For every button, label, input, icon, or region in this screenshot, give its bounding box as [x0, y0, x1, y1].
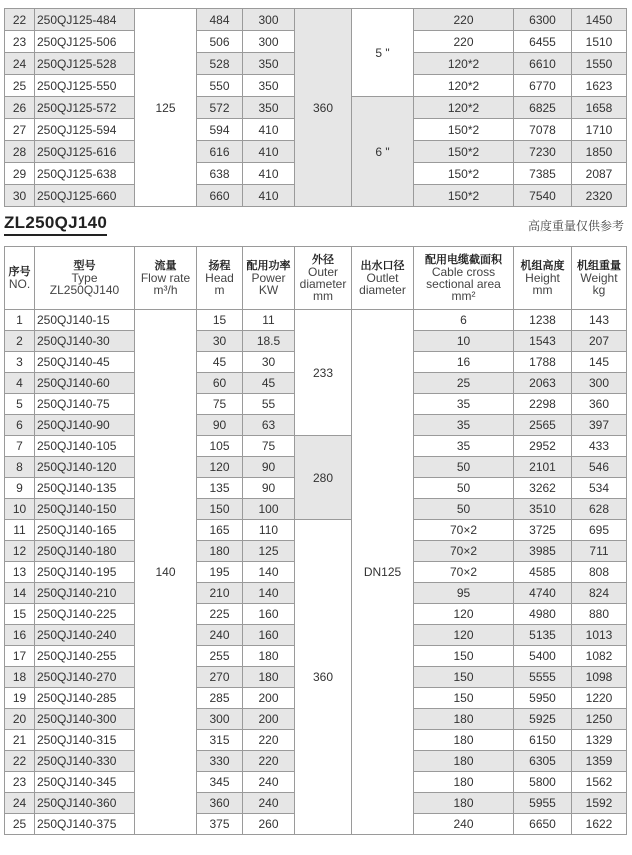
cell-diameter: 233 [295, 310, 352, 436]
cell-head: 550 [197, 75, 243, 97]
cell-cable: 70×2 [414, 541, 514, 562]
cell-outlet: 5 " [352, 9, 414, 97]
cell-power: 350 [243, 97, 295, 119]
cell-cable: 150*2 [414, 185, 514, 207]
cell-cable: 120*2 [414, 53, 514, 75]
cell-cable: 180 [414, 730, 514, 751]
cell-weight: 145 [572, 352, 627, 373]
spec-table-250qj125 [4, 8, 627, 207]
cell-outlet: DN125 [352, 310, 414, 835]
cell-type: 250QJ125-616 [35, 141, 135, 163]
cell-no: 4 [5, 373, 35, 394]
cell-head: 135 [197, 478, 243, 499]
cell-height: 2298 [514, 394, 572, 415]
cell-head: 484 [197, 9, 243, 31]
cell-cable: 120 [414, 625, 514, 646]
cell-height: 5955 [514, 793, 572, 814]
cell-weight: 1658 [572, 97, 627, 119]
cell-weight: 1622 [572, 814, 627, 835]
cell-no: 9 [5, 478, 35, 499]
cell-head: 360 [197, 793, 243, 814]
cell-type: 250QJ140-105 [35, 436, 135, 457]
cell-head: 75 [197, 394, 243, 415]
header-type: 型号 Type ZL250QJ140 [35, 247, 135, 310]
cell-head: 105 [197, 436, 243, 457]
cell-cable: 180 [414, 751, 514, 772]
cell-head: 330 [197, 751, 243, 772]
cell-no: 11 [5, 520, 35, 541]
cell-head: 572 [197, 97, 243, 119]
header-weight: 机组重量 Weight kg [572, 247, 627, 310]
cell-cable: 150 [414, 646, 514, 667]
cell-weight: 695 [572, 520, 627, 541]
cell-no: 22 [5, 9, 35, 31]
cell-type: 250QJ140-240 [35, 625, 135, 646]
cell-weight: 300 [572, 373, 627, 394]
cell-no: 21 [5, 730, 35, 751]
cell-height: 6150 [514, 730, 572, 751]
cell-cable: 150*2 [414, 119, 514, 141]
cell-weight: 546 [572, 457, 627, 478]
cell-no: 23 [5, 31, 35, 53]
cell-power: 75 [243, 436, 295, 457]
cell-cable: 70×2 [414, 562, 514, 583]
cell-head: 315 [197, 730, 243, 751]
cell-type: 250QJ125-638 [35, 163, 135, 185]
cell-cable: 50 [414, 478, 514, 499]
cell-power: 350 [243, 75, 295, 97]
cell-head: 225 [197, 604, 243, 625]
cell-cable: 50 [414, 457, 514, 478]
header-flow: 流量 Flow rate m³/h [135, 247, 197, 310]
cell-power: 220 [243, 730, 295, 751]
cell-height: 5400 [514, 646, 572, 667]
cell-type: 250QJ140-300 [35, 709, 135, 730]
cell-power: 200 [243, 709, 295, 730]
cell-cable: 10 [414, 331, 514, 352]
header-no: 序号 NO. [5, 247, 35, 310]
cell-power: 160 [243, 604, 295, 625]
cell-type: 250QJ140-75 [35, 394, 135, 415]
cell-power: 410 [243, 185, 295, 207]
header-head: 扬程 Head m [197, 247, 243, 310]
cell-cable: 150*2 [414, 141, 514, 163]
cell-no: 14 [5, 583, 35, 604]
cell-weight: 1359 [572, 751, 627, 772]
cell-height: 2101 [514, 457, 572, 478]
cell-type: 250QJ140-330 [35, 751, 135, 772]
cell-height: 5135 [514, 625, 572, 646]
cell-no: 7 [5, 436, 35, 457]
cell-weight: 1850 [572, 141, 627, 163]
cell-no: 19 [5, 688, 35, 709]
header-outlet-diameter: 出水口径 Outlet diameter [352, 247, 414, 310]
cell-no: 6 [5, 415, 35, 436]
cell-height: 5800 [514, 772, 572, 793]
cell-type: 250QJ140-285 [35, 688, 135, 709]
cell-cable: 35 [414, 436, 514, 457]
cell-head: 90 [197, 415, 243, 436]
cell-weight: 2087 [572, 163, 627, 185]
cell-height: 6610 [514, 53, 572, 75]
cell-power: 180 [243, 667, 295, 688]
cell-type: 250QJ125-528 [35, 53, 135, 75]
cell-weight: 360 [572, 394, 627, 415]
cell-weight: 711 [572, 541, 627, 562]
cell-no: 3 [5, 352, 35, 373]
header-outer-diameter: 外径 Outer diameter mm [295, 247, 352, 310]
cell-head: 120 [197, 457, 243, 478]
cell-weight: 1562 [572, 772, 627, 793]
cell-head: 165 [197, 520, 243, 541]
cell-cable: 180 [414, 793, 514, 814]
cell-power: 110 [243, 520, 295, 541]
cell-power: 18.5 [243, 331, 295, 352]
cell-no: 17 [5, 646, 35, 667]
cell-power: 63 [243, 415, 295, 436]
section-title: ZL250QJ140 [4, 213, 107, 236]
cell-cable: 35 [414, 415, 514, 436]
cell-no: 20 [5, 709, 35, 730]
cell-head: 285 [197, 688, 243, 709]
cell-weight: 1510 [572, 31, 627, 53]
cell-weight: 143 [572, 310, 627, 331]
cell-cable: 120*2 [414, 97, 514, 119]
cell-type: 250QJ140-180 [35, 541, 135, 562]
cell-no: 5 [5, 394, 35, 415]
cell-head: 45 [197, 352, 243, 373]
cell-type: 250QJ140-270 [35, 667, 135, 688]
cell-height: 1238 [514, 310, 572, 331]
cell-head: 638 [197, 163, 243, 185]
table-row [5, 520, 627, 541]
cell-height: 2952 [514, 436, 572, 457]
cell-weight: 824 [572, 583, 627, 604]
cell-head: 594 [197, 119, 243, 141]
cell-type: 250QJ140-165 [35, 520, 135, 541]
cell-type: 250QJ125-660 [35, 185, 135, 207]
cell-head: 528 [197, 53, 243, 75]
cell-no: 28 [5, 141, 35, 163]
cell-type: 250QJ125-594 [35, 119, 135, 141]
cell-power: 240 [243, 772, 295, 793]
cell-no: 27 [5, 119, 35, 141]
cell-height: 4740 [514, 583, 572, 604]
cell-height: 6650 [514, 814, 572, 835]
cell-height: 6825 [514, 97, 572, 119]
cell-diameter: 360 [295, 9, 352, 207]
cell-cable: 95 [414, 583, 514, 604]
table-header-row [5, 247, 627, 310]
cell-type: 250QJ140-225 [35, 604, 135, 625]
cell-no: 30 [5, 185, 35, 207]
cell-type: 250QJ140-345 [35, 772, 135, 793]
cell-cable: 70×2 [414, 520, 514, 541]
cell-weight: 1013 [572, 625, 627, 646]
cell-cable: 35 [414, 394, 514, 415]
cell-height: 2565 [514, 415, 572, 436]
cell-type: 250QJ140-195 [35, 562, 135, 583]
cell-head: 375 [197, 814, 243, 835]
cell-height: 6300 [514, 9, 572, 31]
cell-no: 23 [5, 772, 35, 793]
cell-power: 100 [243, 499, 295, 520]
cell-power: 160 [243, 625, 295, 646]
cell-type: 250QJ140-375 [35, 814, 135, 835]
cell-no: 26 [5, 97, 35, 119]
cell-head: 30 [197, 331, 243, 352]
cell-head: 616 [197, 141, 243, 163]
cell-no: 2 [5, 331, 35, 352]
cell-no: 1 [5, 310, 35, 331]
cell-no: 24 [5, 793, 35, 814]
cell-cable: 16 [414, 352, 514, 373]
cell-height: 7385 [514, 163, 572, 185]
cell-type: 250QJ140-45 [35, 352, 135, 373]
cell-cable: 180 [414, 709, 514, 730]
cell-cable: 150 [414, 667, 514, 688]
cell-weight: 1098 [572, 667, 627, 688]
cell-no: 15 [5, 604, 35, 625]
cell-cable: 120*2 [414, 75, 514, 97]
cell-weight: 2320 [572, 185, 627, 207]
cell-no: 12 [5, 541, 35, 562]
cell-weight: 207 [572, 331, 627, 352]
cell-power: 140 [243, 562, 295, 583]
cell-no: 29 [5, 163, 35, 185]
cell-power: 125 [243, 541, 295, 562]
cell-head: 506 [197, 31, 243, 53]
header-height: 机组高度 Height mm [514, 247, 572, 310]
cell-power: 30 [243, 352, 295, 373]
cell-power: 350 [243, 53, 295, 75]
cell-no: 13 [5, 562, 35, 583]
cell-power: 180 [243, 646, 295, 667]
cell-weight: 628 [572, 499, 627, 520]
table-row [5, 436, 627, 457]
cell-flow: 125 [135, 9, 197, 207]
cell-type: 250QJ140-90 [35, 415, 135, 436]
cell-cable: 50 [414, 499, 514, 520]
cell-type: 250QJ125-550 [35, 75, 135, 97]
cell-weight: 1082 [572, 646, 627, 667]
cell-power: 55 [243, 394, 295, 415]
cell-type: 250QJ140-15 [35, 310, 135, 331]
spec-table-zl250qj140 [4, 246, 627, 835]
cell-weight: 397 [572, 415, 627, 436]
table-row [5, 9, 627, 31]
cell-height: 3725 [514, 520, 572, 541]
cell-height: 4585 [514, 562, 572, 583]
cell-power: 90 [243, 478, 295, 499]
cell-power: 300 [243, 9, 295, 31]
cell-power: 45 [243, 373, 295, 394]
cell-no: 18 [5, 667, 35, 688]
cell-type: 250QJ140-210 [35, 583, 135, 604]
cell-weight: 808 [572, 562, 627, 583]
cell-weight: 880 [572, 604, 627, 625]
cell-type: 250QJ140-120 [35, 457, 135, 478]
cell-weight: 1550 [572, 53, 627, 75]
cell-head: 195 [197, 562, 243, 583]
cell-type: 250QJ140-30 [35, 331, 135, 352]
cell-type: 250QJ140-135 [35, 478, 135, 499]
cell-height: 3262 [514, 478, 572, 499]
cell-power: 410 [243, 141, 295, 163]
cell-head: 345 [197, 772, 243, 793]
cell-power: 140 [243, 583, 295, 604]
cell-power: 410 [243, 163, 295, 185]
cell-type: 250QJ140-255 [35, 646, 135, 667]
reference-note: 高度重量仅供参考 [527, 219, 624, 233]
cell-power: 90 [243, 457, 295, 478]
cell-type: 250QJ125-484 [35, 9, 135, 31]
cell-power: 200 [243, 688, 295, 709]
cell-height: 5950 [514, 688, 572, 709]
cell-type: 250QJ125-572 [35, 97, 135, 119]
cell-height: 7540 [514, 185, 572, 207]
cell-cable: 240 [414, 814, 514, 835]
cell-head: 255 [197, 646, 243, 667]
cell-type: 250QJ125-506 [35, 31, 135, 53]
cell-weight: 1450 [572, 9, 627, 31]
cell-weight: 1710 [572, 119, 627, 141]
cell-no: 24 [5, 53, 35, 75]
cell-no: 16 [5, 625, 35, 646]
cell-cable: 180 [414, 772, 514, 793]
cell-cable: 150 [414, 688, 514, 709]
cell-head: 300 [197, 709, 243, 730]
cell-no: 22 [5, 751, 35, 772]
cell-height: 2063 [514, 373, 572, 394]
cell-cable: 220 [414, 31, 514, 53]
cell-height: 7078 [514, 119, 572, 141]
cell-head: 210 [197, 583, 243, 604]
cell-head: 150 [197, 499, 243, 520]
cell-cable: 220 [414, 9, 514, 31]
cell-head: 15 [197, 310, 243, 331]
cell-height: 7230 [514, 141, 572, 163]
cell-diameter: 280 [295, 436, 352, 520]
cell-head: 180 [197, 541, 243, 562]
cell-head: 240 [197, 625, 243, 646]
cell-outlet: 6 " [352, 97, 414, 207]
cell-cable: 150*2 [414, 163, 514, 185]
cell-power: 300 [243, 31, 295, 53]
cell-weight: 1250 [572, 709, 627, 730]
cell-cable: 6 [414, 310, 514, 331]
cell-no: 25 [5, 814, 35, 835]
cell-height: 3985 [514, 541, 572, 562]
cell-no: 10 [5, 499, 35, 520]
cell-height: 5555 [514, 667, 572, 688]
cell-cable: 25 [414, 373, 514, 394]
cell-cable: 120 [414, 604, 514, 625]
cell-type: 250QJ140-315 [35, 730, 135, 751]
cell-no: 25 [5, 75, 35, 97]
cell-head: 660 [197, 185, 243, 207]
cell-weight: 534 [572, 478, 627, 499]
cell-height: 1788 [514, 352, 572, 373]
cell-power: 410 [243, 119, 295, 141]
cell-height: 1543 [514, 331, 572, 352]
cell-type: 250QJ140-150 [35, 499, 135, 520]
cell-weight: 1623 [572, 75, 627, 97]
cell-head: 270 [197, 667, 243, 688]
cell-height: 3510 [514, 499, 572, 520]
cell-diameter: 360 [295, 520, 352, 835]
cell-height: 6305 [514, 751, 572, 772]
cell-power: 11 [243, 310, 295, 331]
cell-head: 60 [197, 373, 243, 394]
cell-height: 5925 [514, 709, 572, 730]
cell-weight: 433 [572, 436, 627, 457]
cell-no: 8 [5, 457, 35, 478]
cell-weight: 1329 [572, 730, 627, 751]
cell-weight: 1592 [572, 793, 627, 814]
header-power: 配用功率 Power KW [243, 247, 295, 310]
cell-flow: 140 [135, 310, 197, 835]
table-row [5, 310, 627, 331]
cell-power: 220 [243, 751, 295, 772]
cell-power: 240 [243, 793, 295, 814]
cell-weight: 1220 [572, 688, 627, 709]
cell-type: 250QJ140-60 [35, 373, 135, 394]
cell-height: 6770 [514, 75, 572, 97]
cell-height: 6455 [514, 31, 572, 53]
cell-height: 4980 [514, 604, 572, 625]
cell-type: 250QJ140-360 [35, 793, 135, 814]
header-cable: 配用电缆截面积 Cable cross sectional area mm² [414, 247, 514, 310]
cell-power: 260 [243, 814, 295, 835]
